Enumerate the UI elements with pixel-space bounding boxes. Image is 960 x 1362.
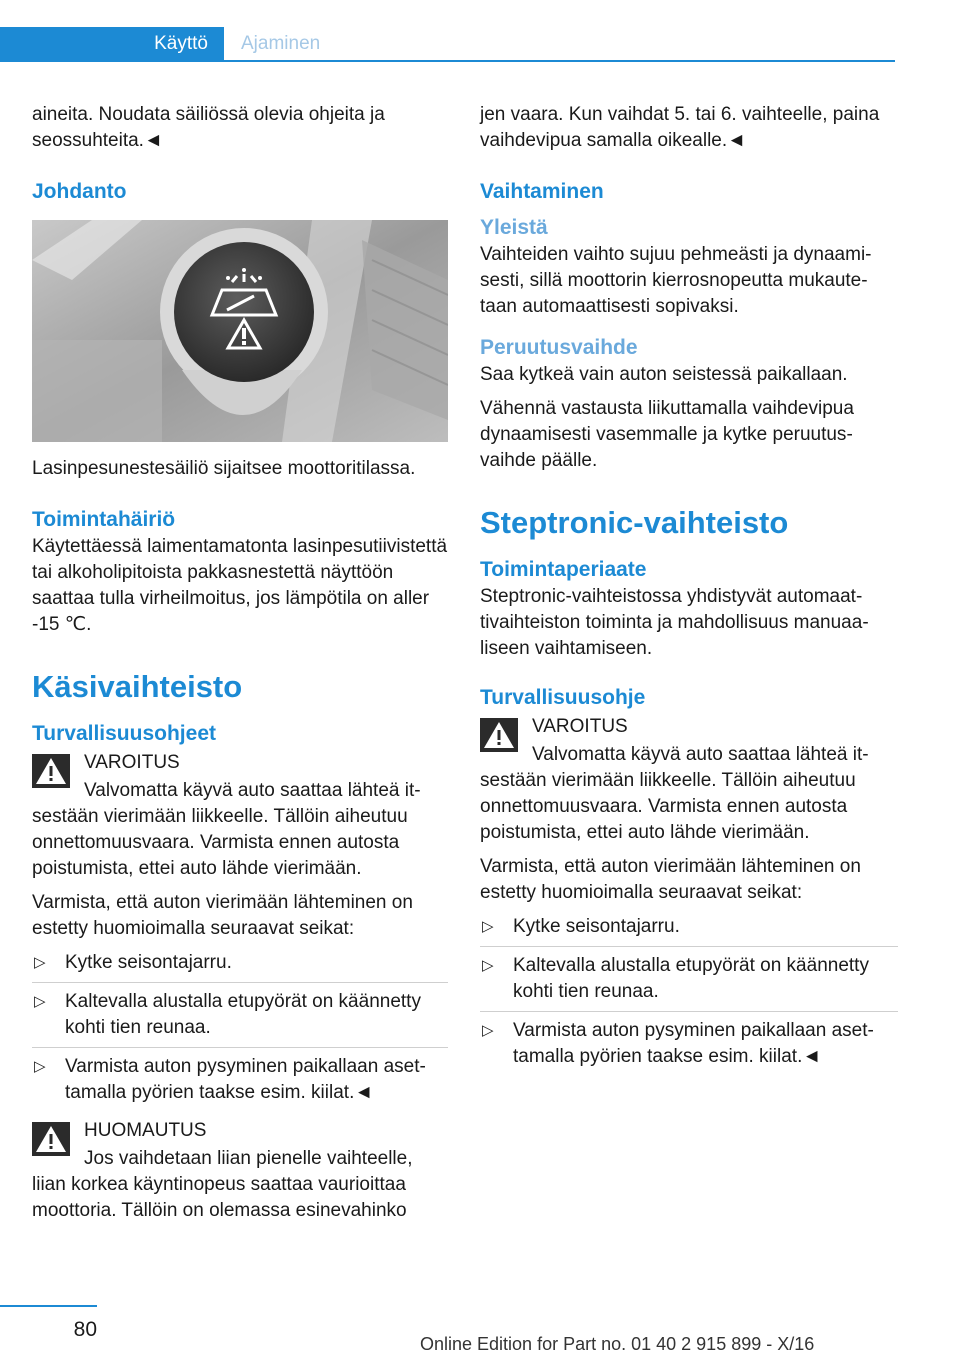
photo-caption: Lasinpesunestesäiliö sijaitsee moottoritilassa. bbox=[32, 458, 416, 479]
notice-title: HUOMAUTUS bbox=[84, 1120, 207, 1141]
paragraph-continued: aineita. Noudata säiliössä olevia ohjeita ja seossuhteita.◄ bbox=[32, 104, 385, 151]
triangle-bullet-icon: ▷ bbox=[482, 957, 494, 974]
heading-toimintaperiaate: Toimintaperiaate bbox=[480, 558, 647, 581]
heading-peruutusvaihde: Peruutusvaihde bbox=[480, 336, 638, 359]
heading-kasivaihteisto: Käsivaihteisto bbox=[32, 669, 243, 704]
washer-reservoir-photo bbox=[32, 220, 448, 442]
notice-block bbox=[32, 1118, 448, 1174]
list-item: ▷ Kytke seisontajarru. bbox=[480, 914, 898, 947]
heading-steptronic: Steptronic-vaihteisto bbox=[480, 505, 789, 540]
paragraph-toimintaperiaate: Steptronic-vaihteistossa yhdistyvät automaattivaihteiston toiminta ja mahdollisuus manuaaliseen vaihtamiseen. bbox=[480, 586, 869, 659]
tab-kaytto[interactable]: Käyttö bbox=[0, 27, 224, 61]
list-item: ▷ Varmista auton pysyminen paikallaan asettamalla pyörien taakse esim. kiilat.◄ bbox=[482, 1020, 874, 1067]
warning-title: VAROITUS bbox=[84, 752, 180, 773]
notice-text: Jos vaihdetaan liian pienelle vaihteelle, liian korkea käyntinopeus saattaa vaurioittaa moottoria. Tällöin on olemassa esinevahinko bbox=[32, 1148, 413, 1221]
warning-triangle-icon bbox=[480, 718, 518, 752]
triangle-bullet-icon: ▷ bbox=[482, 918, 494, 935]
warning-triangle-icon bbox=[32, 1122, 70, 1156]
page-number: 80 bbox=[73, 1318, 97, 1341]
paragraph-varmista: Varmista, että auton vierimään lähteminen on estetty huomioimalla seuraavat seikat: bbox=[480, 856, 861, 903]
page-header bbox=[0, 0, 895, 62]
checklist bbox=[480, 914, 898, 1076]
heading-vaihtaminen: Vaihtaminen bbox=[480, 180, 604, 203]
footer-rule bbox=[0, 1305, 97, 1307]
heading-yleista: Yleistä bbox=[480, 216, 548, 239]
list-item: ▷ Kytke seisontajarru. bbox=[32, 950, 448, 983]
warning-text: Valvomatta käyvä auto saattaa lähteä itsestään vierimään liikkeelle. Tällöin aiheutuu onnettomuusvaara. Varmista ennen autosta poistumista, ettei auto lähde vierimään. bbox=[32, 780, 421, 879]
header-rule bbox=[0, 60, 895, 62]
paragraph-peruutus-1: Saa kytkeä vain auton seistessä paikallaan. bbox=[480, 364, 848, 385]
heading-johdanto: Johdanto bbox=[32, 180, 127, 203]
left-column bbox=[32, 102, 448, 1232]
paragraph-toimintahairio: Käytettäessä laimentamatonta lasinpesutiivistettä tai alkoholipitoista pakkasnestettä näyttöön saattaa tulla virheilmoitus, jos lämpötila on aller -15 ℃. bbox=[32, 536, 448, 635]
triangle-bullet-icon: ▷ bbox=[34, 954, 46, 971]
paragraph-yleista: Vaihteiden vaihto sujuu pehmeästi ja dynaamisesti, sillä moottorin kierrosnopeutta mukautetaan automaattisesti sopivaksi. bbox=[480, 244, 872, 317]
list-item: ▷ Kaltevalla alustalla etupyörät on käännetty kohti tien reunaa. bbox=[480, 953, 898, 1012]
triangle-bullet-icon: ▷ bbox=[34, 993, 46, 1010]
warning-block bbox=[480, 714, 898, 770]
triangle-bullet-icon: ▷ bbox=[482, 1022, 494, 1039]
heading-turvallisuusohjeet: Turvallisuusohjeet bbox=[32, 722, 216, 745]
edition-note: Online Edition for Part no. 01 40 2 915 899 - X/16 bbox=[420, 1334, 815, 1354]
triangle-bullet-icon: ▷ bbox=[34, 1058, 46, 1075]
heading-toimintahairio: Toimintahäiriö bbox=[32, 508, 176, 531]
list-item: ▷ Varmista auton pysyminen paikallaan asettamalla pyörien taakse esim. kiilat.◄ bbox=[34, 1056, 426, 1103]
warning-block bbox=[32, 750, 448, 806]
warning-triangle-icon bbox=[32, 754, 70, 788]
warning-text: Valvomatta käyvä auto saattaa lähteä itsestään vierimään liikkeelle. Tällöin aiheutuu onnettomuusvaara. Varmista ennen autosta poistumista, ettei auto lähde vierimään. bbox=[480, 744, 869, 843]
warning-title: VAROITUS bbox=[532, 716, 628, 737]
paragraph-varmista: Varmista, että auton vierimään lähteminen on estetty huomioimalla seuraavat seikat: bbox=[32, 892, 413, 939]
list-item: ▷ Kaltevalla alustalla etupyörät on käännetty kohti tien reunaa. bbox=[32, 989, 448, 1048]
checklist bbox=[32, 950, 448, 1112]
heading-turvallisuusohje: Turvallisuusohje bbox=[480, 686, 646, 709]
paragraph-continued: jen vaara. Kun vaihdat 5. tai 6. vaihteelle, paina vaihdevipua samalla oikealle.◄ bbox=[480, 104, 880, 151]
tab-ajaminen[interactable]: Ajaminen bbox=[241, 33, 321, 54]
paragraph-peruutus-2: Vähennä vastausta liikuttamalla vaihdevipua dynaamisesti vasemmalle ja kytke peruutusvaihde päälle. bbox=[480, 398, 854, 471]
right-column bbox=[480, 102, 898, 1082]
